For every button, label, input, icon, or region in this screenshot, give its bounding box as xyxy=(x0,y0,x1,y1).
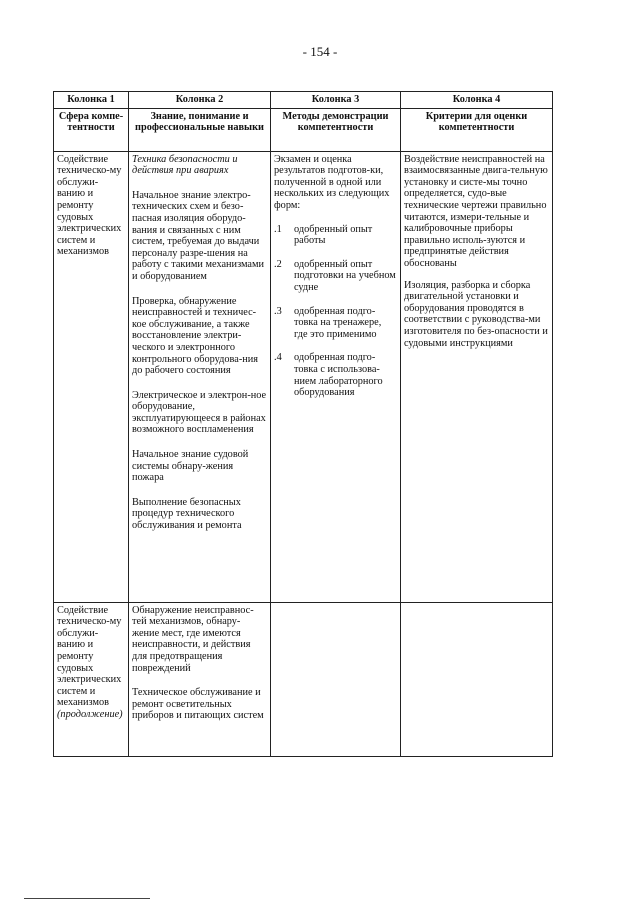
column-header-3: Колонка 3 xyxy=(271,92,401,109)
continued-label: (продолжение) xyxy=(57,708,123,720)
knowledge-item: Электрическое и электрон-ное оборудование, эксплуатирующееся в районах возможного воспламенения xyxy=(132,389,267,436)
subheader-criteria: Критерии для оценки компетентности xyxy=(401,108,553,151)
knowledge-item: Техническое обслуживание и ремонт осветительных приборов и питающих систем xyxy=(132,687,264,722)
knowledge-item: Начальное знание судовой системы обнару-жения пожара xyxy=(132,449,249,484)
knowledge-title: Техника безопасности и действия при авариях xyxy=(132,153,238,177)
knowledge-item: Проверка, обнаружение неисправностей и техничес-кое обслуживание, а также восстановление электри-ческого и электронного контрольного оборудова-ния до рабочего состояния xyxy=(132,295,259,377)
knowledge-item: Обнаружение неисправнос-тей механизмов, обнару-жение мест, где имеются неисправности, и действия для предотвращения повреждений xyxy=(132,604,254,674)
competence-cell xyxy=(54,602,129,756)
knowledge-item: Начальное знание электро-технических схем и безо-пасная изоляция оборудо-вания и связанных с ним систем, требуемая до выдачи персоналу разре-шения на работу с такими механизмами и оборудованием xyxy=(132,189,265,282)
competence-cell xyxy=(54,151,129,602)
list-item-number: .2 xyxy=(274,258,282,270)
table-row xyxy=(54,602,553,756)
subheader-competence-area: Сфера компе-тентности xyxy=(54,108,129,151)
column-header-2: Колонка 2 xyxy=(129,92,271,109)
subheader-row xyxy=(54,108,553,151)
competence-text: Содействие техническо-му обслужи-ванию и ремонту судовых электрических систем и механизмов xyxy=(57,153,122,258)
list-item-text: одобренная подго-товка на тренажере, где это применимо xyxy=(294,305,382,340)
criteria-item: Воздействие неисправностей на взаимосвязанные двига-тельную установку и систе-мы точно определяется, судо-вые технические чертежи правильно читаются, измери-тельные и калибровочные приборы правильно исполь-зуются и предпринятые действия обоснованы xyxy=(404,153,548,269)
list-item-number: .3 xyxy=(274,305,282,317)
list-item xyxy=(274,352,397,398)
page-number: - 154 - xyxy=(302,44,338,59)
list-item-text: одобренная подго-товка с использова-нием лабораторного оборудования xyxy=(294,352,383,399)
list-item-number: .4 xyxy=(274,352,282,364)
criteria-cell xyxy=(401,602,553,756)
table-row xyxy=(54,151,553,602)
methods-intro: Экзамен и оценка результатов подготов-ки, полученной в одной или нескольких из следующих форм: xyxy=(274,153,390,211)
methods-cell xyxy=(271,602,401,756)
list-item xyxy=(274,259,397,294)
list-item xyxy=(274,306,397,341)
criteria-item: Изоляция, разборка и сборка двигательной установки и оборудования проводятся в соответствии с руководства-ми изготовителя по без-опасности и судовыми инструкциями xyxy=(404,279,548,349)
knowledge-cell xyxy=(129,151,271,602)
footnote-separator xyxy=(24,898,150,899)
list-item-text: одобренный опыт работы xyxy=(294,223,373,247)
list-item xyxy=(274,224,397,247)
subheader-knowledge: Знание, понимание и профессиональные навыки xyxy=(129,108,271,151)
list-item-number: .1 xyxy=(274,223,282,235)
column-header-4: Колонка 4 xyxy=(401,92,553,109)
list-item-text: одобренный опыт подготовки на учебном судне xyxy=(294,258,396,293)
methods-cell xyxy=(271,151,401,602)
criteria-cell xyxy=(401,151,553,602)
knowledge-cell xyxy=(129,602,271,756)
column-header-1: Колонка 1 xyxy=(54,92,129,109)
competence-table xyxy=(53,91,553,757)
subheader-methods: Методы демонстрации компетентности xyxy=(271,108,401,151)
knowledge-item: Выполнение безопасных процедур технического обслуживания и ремонта xyxy=(132,496,242,532)
column-header-row xyxy=(54,92,553,109)
competence-text: Содействие техническо-му обслужи-ванию и ремонту судовых электрических систем и механизмов xyxy=(57,604,122,709)
